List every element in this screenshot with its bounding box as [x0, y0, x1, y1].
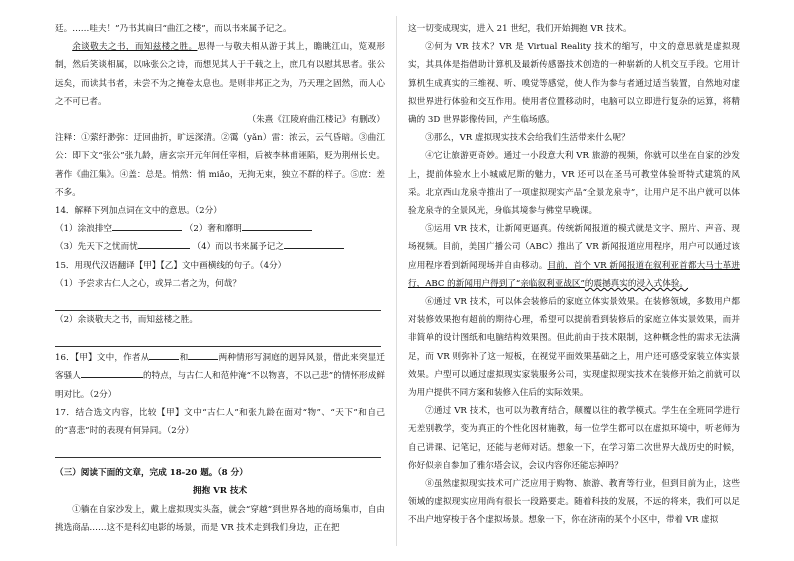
- question-15: 15．用现代汉语翻译【甲】【乙】文中画横线的句子。（4分）: [55, 260, 287, 271]
- left-column: [55, 20, 385, 537]
- paragraph: ②何为 VR 技术？VR 是 Virtual Reality 技术的缩写，中文的意思就是虚拟现实，其具体是指借助计算机及最新传感器技术创造的一种崭新的人机交互手段。它用计算机生成真实的三维视、听、嗅觉等感觉，使人作为参与者通过适当装置，自然地对虚拟世界进行体验和交互作用。使用者位置移动时，电脑可以立即进行复杂的运算，将精确的 3D 世界影像传回，产生临场感。: [408, 42, 740, 126]
- question-15-item-1: （1）予尝求古仁人之心，或异二者之为，何哉？: [55, 278, 241, 289]
- section-3-heading: （三）阅读下面的文章，完成 18-20 题。（8 分）: [55, 468, 248, 479]
- underlined-sentence: 余谈敬夫之书，而知兹楼之胜。: [72, 42, 198, 53]
- right-column: [408, 20, 740, 530]
- paragraph: 廷。……哇夫！”乃书其扁曰“曲江之楼”，而以书来属予记之。: [55, 24, 292, 34]
- paragraph-text: 思得一与敬夫相从游于其上，瞻眺江山，览观形制，然后笑谈相属，以咏张公之诗，而想见其人于千载之上，庶几有以慰其思者。张公远矣，而读其书者，未尝不为之掩卷太息也。是则非邦正之为，乃天理之固然，而人心之不可已者。: [55, 42, 385, 107]
- paragraph: ③那么，VR 虚拟现实技术会给我们生活带来什么呢？: [425, 133, 630, 144]
- paragraph: ①躺在自家沙发上，戴上虚拟现实头盔，就会“穿越”到世界各地的商场集市，自由挑选商品……这不是科幻电影的场景，而是 VR 技术走到我们身边，正在把: [55, 504, 385, 533]
- question-14-item-1: （1）涂浪排空: [55, 224, 113, 235]
- answer-blank[interactable]: [81, 367, 143, 378]
- underlined-sentence: 目前，首个 VR 新闻报道在叙利亚首都大马士革进行，ABC 的新闻用户得到了“亲临叙利亚战区”: [408, 260, 740, 289]
- question-14: 14．解释下列加点词在文中的意思。（2分）: [55, 206, 222, 217]
- question-16-text-a: 16．【甲】文中，作者从: [55, 353, 150, 364]
- answer-line[interactable]: [55, 440, 381, 458]
- answer-line[interactable]: [55, 293, 381, 311]
- paragraph: [408, 220, 740, 293]
- answer-blank[interactable]: [188, 349, 218, 360]
- answer-blank[interactable]: [284, 238, 344, 249]
- question-16: [55, 349, 385, 404]
- question-14-item-2: （2）奢和靡明: [184, 224, 242, 235]
- paragraph: ⑧虽然虚拟现实技术可广泛应用于购物、旅游、教育等行业，但到目前为止，这些领域的虚拟现实应用尚有很长一段路要走。随着科技的发展，不远的将来，我们可以足不出户地穿梭于各个虚拟场景。想象一下，你在济南的某个小区中，带着 VR 虚拟: [408, 479, 740, 526]
- answer-blank[interactable]: [149, 349, 179, 360]
- paragraph: [55, 38, 385, 111]
- column-divider: [396, 16, 397, 546]
- paragraph: ⑥通过 VR 技术，可以体会装修后的家庭立体实景效果。在装修领域，多数用户都对装修效果抱有超前的期待心理，希望可以提前看到装修后的家庭立体实景效果，而并非简单的设计图纸和电脑结构效果图。但此前由于技术限制，这种概念性的需求无法满足，而 VR 则弥补了这一短板，在视觉平面效果基础之上，用户还可感受家装立体实景效果。户型可以通过虚拟现实家装服务公司，实现虚拟现实技术在装修开始之前就可以为用户提供不同方案和装修入住后的实际效果。: [408, 297, 740, 399]
- question-14-row-2: [55, 238, 385, 256]
- question-15-item-2: （2）余谈敬夫之书，而知兹楼之胜。: [55, 315, 198, 326]
- question-16-text-b: 和: [179, 353, 189, 364]
- paragraph: ⑦通过 VR 技术，也可以为教育结合，颠覆以往的教学模式。学生在全班同学进行无差别教学，变为真正的个性化因材施教，每一位学生都可以在虚拟环境中，听老师为自己讲课、记笔记，还能与老师对话。想象一下，在学习第二次世界大战历史的时候，你好似亲自参加了雅尔塔会议，会议内容你还能忘掉吗？: [408, 406, 740, 471]
- question-14-item-3: （3）先天下之忧而忧: [55, 242, 138, 253]
- paragraph: ④它让旅游更奇妙。通过一小段意大利 VR 旅游的视频，你就可以坐在自家的沙发上，提前体验水上小城威尼斯的魅力，VR 还可以在圣马可教堂体验哥特式建筑的风采。北京西山龙泉寺推出了一项虚拟现实产品“全景龙泉寺”，让用户足不出户就可以体验龙泉寺的全景风光，身临其境参与佛堂早晚课。: [408, 151, 740, 217]
- question-17: 17．结合选文内容，比较【甲】文中“古仁人”和张九龄在面对“物”、“天下”和自己的“喜悲”时的表现有何异同。（2分）: [55, 407, 385, 437]
- paragraph: 这一切变成现实，进入 21 世纪，我们开始拥抱 VR 技术。: [408, 24, 632, 34]
- paragraph-text: ⑤运用 VR 技术，让新闻更逼真。传统新闻报道的模式就是文字、照片、声音、现场视频。目前，美国广播公司（ABC）推出了 VR 新闻报道应用程序，用户可以通过该应用程序看到新闻现场并自由移动。: [408, 224, 740, 271]
- wavy-underlined-text: 的震撼真实的浸入式体验。: [584, 278, 689, 289]
- answer-line[interactable]: [55, 329, 381, 347]
- article-title: 拥抱 VR 技术: [192, 486, 248, 497]
- answer-blank[interactable]: [242, 220, 312, 231]
- question-14-item-4: （4）而以书来属予记之: [192, 242, 284, 253]
- annotation-notes: 注释：①萦纡渺弥：迂回曲折，旷远深清。②霭（yǎn）雷：浓云，云气昏暗。③曲江公：即下文“张公”张九龄，唐玄宗开元年间任宰相，后被李林甫诬陷，贬为荆州长史。著作《曲江集》。④盖：总是。悄然：悄 miǎo，无拘无束，独立不群的样子。⑤庶：差不多。: [55, 133, 385, 198]
- source-citation: （朱熹《江陵府曲江楼记》有删改）: [247, 115, 385, 126]
- question-16-text-d: 的特点，与古仁人和范仲淹“不以物喜，不以己悲”的情怀形成鲜明对比。（2分）: [55, 371, 385, 400]
- answer-blank[interactable]: [138, 238, 190, 249]
- question-16-text-c: 两种情形写洞庭的迥异风景，借此来突显迁客骚人: [55, 353, 385, 382]
- question-14-row-1: [55, 220, 385, 238]
- answer-blank[interactable]: [112, 220, 182, 231]
